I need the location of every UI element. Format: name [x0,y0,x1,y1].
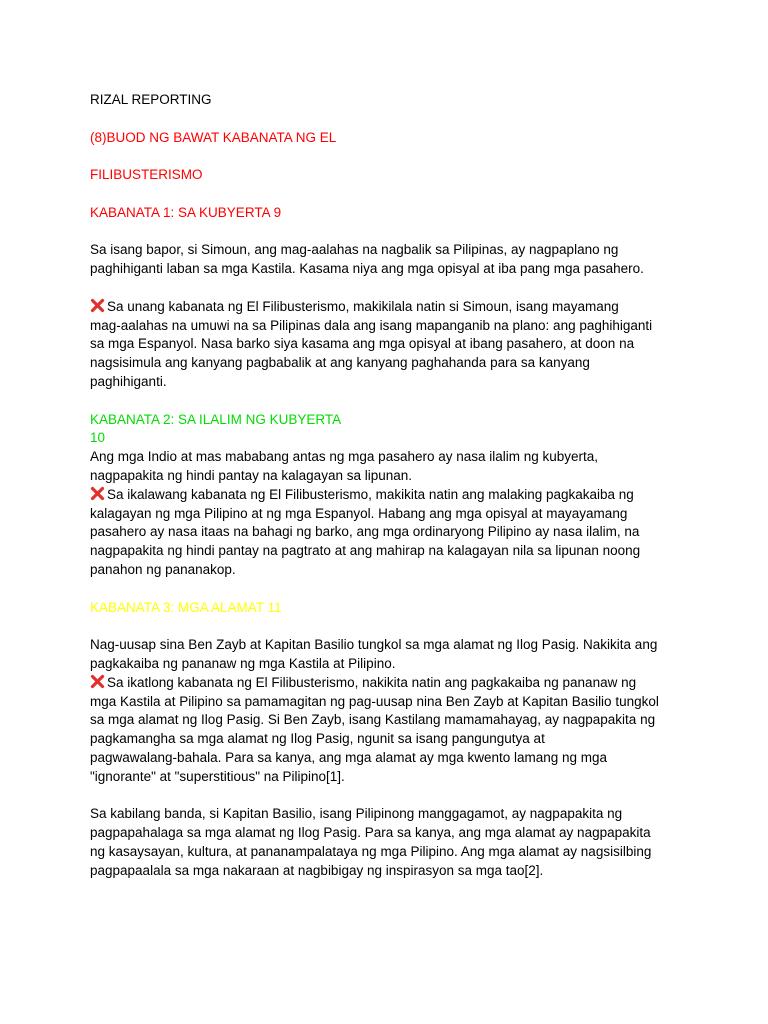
chapter-2-analysis-line: panahon ng pananakop. [90,561,236,577]
chapter-1-analysis-line: nagsisimula ang kanyang pagbabalik at ang kanyang paghahanda para sa kanyang [90,355,590,371]
chapter-1-summary-line: Sa isang bapor, si Simoun, ang mag-aalahas na nagbalik sa Pilipinas, ay nagpaplano ng [90,242,619,258]
chapter-1-summary-line: paghihiganti laban sa mga Kastila. Kasama niya ang mga opisyal at iba pang mga pasahero. [90,261,644,277]
spacer [90,279,670,298]
cross-mark-icon [90,674,105,689]
chapter-2-analysis-line [90,486,670,505]
chapter-2-analysis-line: kalagayan ng mga Pilipino at ng mga Espanyol. Habang ang mga opisyal at mayayamang [90,505,628,521]
chapter-3-summary-line: Nag-uusap sina Ben Zayb at Kapitan Basilio tungkol sa mga alamat ng Ilog Pasig. Nakikita ang [90,637,658,653]
spacer [90,786,670,805]
chapter-2-analysis-line: nagpapakita ng hindi pantay na pagtrato at ang mahirap na kalagayan nila sa lipunan noong [90,543,641,559]
chapter-2-summary-line: Ang mga Indio at mas mababang antas ng mga pasahero ay nasa ilalim ng kubyerta, [90,449,599,465]
chapter-3-extra-line: Sa kabilang banda, si Kapitan Basilio, isang Pilipinong manggagamot, ay nagpapakita ng [90,806,623,822]
spacer [90,185,670,204]
spacer [90,617,670,636]
document-title: RIZAL REPORTING [90,92,212,107]
chapter-3-analysis-line [90,674,670,693]
chapter-2-analysis-line: pasahero ay nasa itaas na bahagi ng barko, ang mga ordinaryong Pilipino ay nasa ilalim, na [90,524,640,540]
chapter-1-analysis-line: paghihiganti. [90,373,167,389]
chapter-3-analysis-line: mga Kastila at Pilipino sa pamamagitan ng pag-uusap nina Ben Zayb at Kapitan Basilio tungkol [90,693,659,709]
chapter-1-analysis-line: sa mga Espanyol. Nasa barko siya kasama ang mga opisyal at ibang pasahero, at doon na [90,336,635,352]
document-page [90,91,670,880]
chapter-3-heading: KABANATA 3: MGA ALAMAT 11 [90,599,282,615]
document-subtitle-line-1: (8)BUOD NG BAWAT KABANATA NG EL [90,129,337,145]
chapter-3-analysis-line: pagkamangha sa mga alamat ng Ilog Pasig, ngunit sa isang pangungutya at [90,731,545,747]
chapter-3-extra-line: ng kasaysayan, kultura, at pananampalataya ng mga Pilipino. Ang mga alamat ay nagsisilbing [90,843,652,859]
spacer [90,223,670,242]
spacer [90,580,670,599]
spacer [90,392,670,411]
chapter-1-analysis-text: Sa unang kabanata ng El Filibusterismo, makikilala natin si Simoun, isang mayamang [107,298,619,314]
cross-mark-icon [90,486,105,501]
chapter-1-analysis-line [90,298,670,317]
spacer [90,110,670,129]
chapter-3-analysis-text: Sa ikatlong kabanata ng El Filibusterismo, nakikita natin ang pagkakaiba ng pananaw ng [107,674,637,690]
chapter-3-extra-line: pagpapaalala sa mga nakaraan at nagbibigay ng inspirasyon sa mga tao[2]. [90,862,544,878]
chapter-2-summary-line: nagpapakita ng hindi pantay na kalagayan sa lipunan. [90,467,413,483]
cross-mark-icon [90,298,105,313]
chapter-3-summary-line: pagkakaiba ng pananaw ng mga Kastila at Pilipino. [90,655,396,671]
chapter-2-heading-line-1: KABANATA 2: SA ILALIM NG KUBYERTA [90,411,342,427]
chapter-1-analysis-line: mag-aalahas na umuwi na sa Pilipinas dala ang isang mapanganib na plano: ang paghihiganti [90,317,653,333]
spacer [90,147,670,166]
chapter-3-analysis-line: sa mga alamat ng Ilog Pasig. Si Ben Zayb, isang Kastilang mamamahayag, ay nagpapakita ng [90,712,656,728]
chapter-3-analysis-line: "ignorante" at "superstitious" na Pilipino[1]. [90,768,345,784]
document-subtitle-line-2: FILIBUSTERISMO [90,167,203,183]
chapter-1-heading: KABANATA 1: SA KUBYERTA 9 [90,204,282,220]
chapter-2-analysis-text: Sa ikalawang kabanata ng El Filibusterismo, makikita natin ang malaking pagkakaiba ng [107,486,634,502]
chapter-3-extra-line: pagpapahalaga sa mga alamat ng Ilog Pasig. Para sa kanya, ang mga alamat ay nagpapakita [90,825,651,841]
chapter-2-heading-line-2: 10 [90,430,106,446]
chapter-3-analysis-line: pagwawalang-bahala. Para sa kanya, ang mga alamat ay mga kwento lamang ng mga [90,749,608,765]
